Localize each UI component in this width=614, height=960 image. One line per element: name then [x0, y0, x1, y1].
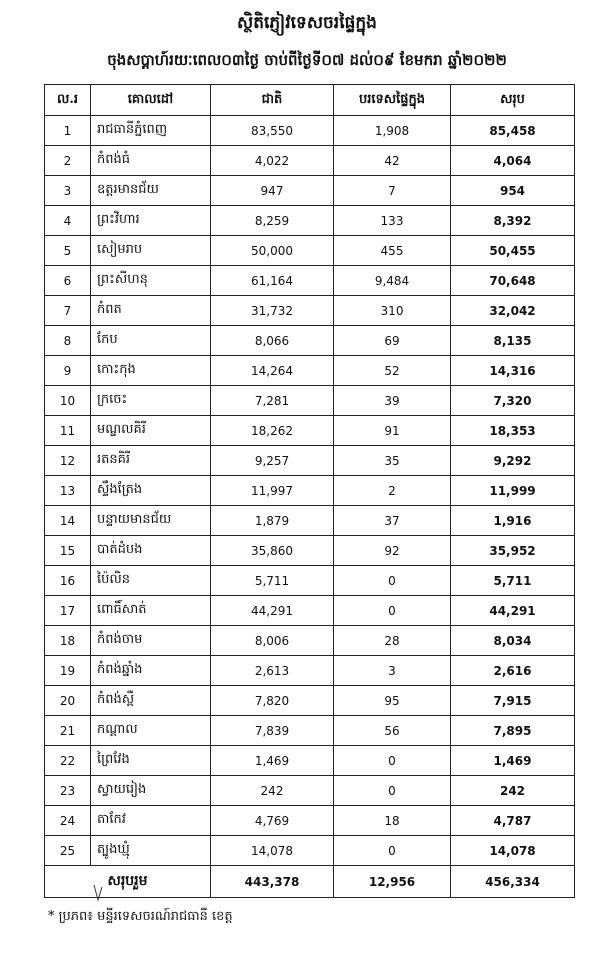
row-national: 8,066 — [211, 326, 334, 356]
row-number: 25 — [45, 836, 91, 866]
table-row — [45, 476, 575, 506]
table-row — [45, 296, 575, 326]
row-national: 31,732 — [211, 296, 334, 326]
row-number: 8 — [45, 326, 91, 356]
row-national: 83,550 — [211, 116, 334, 146]
document-subtitle: ចុងសប្តាហ៍រយៈពេល០៣ថ្ងៃ ចាប់ពីថ្ងៃទី០៧ ដល់០៩ ខែមករា ឆ្នាំ២០២២ — [107, 51, 507, 69]
table-row — [45, 176, 575, 206]
row-national: 14,264 — [211, 356, 334, 386]
row-national: 44,291 — [211, 596, 334, 626]
row-number: 18 — [45, 626, 91, 656]
row-national: 11,997 — [211, 476, 334, 506]
row-total: 18,353 — [451, 416, 575, 446]
row-national: 7,281 — [211, 386, 334, 416]
row-internal: 1,908 — [334, 116, 451, 146]
row-destination: ព្រះសីហនុ — [91, 266, 211, 296]
table-row — [45, 206, 575, 236]
row-internal: 56 — [334, 716, 451, 746]
row-number: 24 — [45, 806, 91, 836]
row-destination: កែប — [91, 326, 211, 356]
row-total: 7,915 — [451, 686, 575, 716]
row-national: 5,711 — [211, 566, 334, 596]
header-no: ល.រ — [45, 85, 91, 116]
pen-mark-decoration — [92, 884, 104, 902]
table-row — [45, 356, 575, 386]
row-total: 242 — [451, 776, 575, 806]
row-national: 7,820 — [211, 686, 334, 716]
row-total: 35,952 — [451, 536, 575, 566]
row-national: 4,769 — [211, 806, 334, 836]
row-national: 1,879 — [211, 506, 334, 536]
row-destination: ត្បូងឃ្មុំ — [91, 836, 211, 866]
header-destination: គោលដៅ — [91, 85, 211, 116]
row-national: 50,000 — [211, 236, 334, 266]
row-destination: កំពង់ឆ្នាំង — [91, 656, 211, 686]
row-number: 12 — [45, 446, 91, 476]
row-destination: ស្ទឹងត្រែង — [91, 476, 211, 506]
row-internal: 0 — [334, 776, 451, 806]
row-total: 5,711 — [451, 566, 575, 596]
row-total: 8,392 — [451, 206, 575, 236]
row-national: 18,262 — [211, 416, 334, 446]
row-total: 50,455 — [451, 236, 575, 266]
header-total: សរុប — [451, 85, 575, 116]
table-row — [45, 776, 575, 806]
summary-row — [45, 866, 575, 898]
row-destination: បាត់ដំបង — [91, 536, 211, 566]
row-number: 4 — [45, 206, 91, 236]
row-number: 3 — [45, 176, 91, 206]
row-total: 44,291 — [451, 596, 575, 626]
row-number: 6 — [45, 266, 91, 296]
table-row — [45, 506, 575, 536]
summary-national: 443,378 — [211, 866, 334, 898]
row-total: 8,034 — [451, 626, 575, 656]
row-national: 8,259 — [211, 206, 334, 236]
row-destination: កំពង់ចាម — [91, 626, 211, 656]
row-internal: 42 — [334, 146, 451, 176]
row-total: 1,916 — [451, 506, 575, 536]
row-destination: កំពង់ស្ពឺ — [91, 686, 211, 716]
row-internal: 7 — [334, 176, 451, 206]
row-internal: 0 — [334, 746, 451, 776]
row-destination: មណ្ឌលគិរី — [91, 416, 211, 446]
table-row — [45, 236, 575, 266]
table-row — [45, 386, 575, 416]
row-number: 16 — [45, 566, 91, 596]
row-number: 14 — [45, 506, 91, 536]
row-internal: 52 — [334, 356, 451, 386]
row-destination: បន្ទាយមានជ័យ — [91, 506, 211, 536]
header-national: ជាតិ — [211, 85, 334, 116]
row-destination: ព្រៃវែង — [91, 746, 211, 776]
row-national: 9,257 — [211, 446, 334, 476]
row-national: 7,839 — [211, 716, 334, 746]
row-internal: 310 — [334, 296, 451, 326]
row-national: 61,164 — [211, 266, 334, 296]
row-total: 85,458 — [451, 116, 575, 146]
row-destination: កំពត — [91, 296, 211, 326]
table-row — [45, 566, 575, 596]
row-number: 7 — [45, 296, 91, 326]
row-number: 17 — [45, 596, 91, 626]
row-total: 8,135 — [451, 326, 575, 356]
row-internal: 3 — [334, 656, 451, 686]
row-internal: 0 — [334, 836, 451, 866]
row-total: 70,648 — [451, 266, 575, 296]
row-total: 4,787 — [451, 806, 575, 836]
row-total: 32,042 — [451, 296, 575, 326]
row-number: 11 — [45, 416, 91, 446]
row-internal: 28 — [334, 626, 451, 656]
row-destination: កណ្តាល — [91, 716, 211, 746]
table-body — [45, 116, 575, 866]
table-header-row — [45, 85, 575, 116]
summary-internal: 12,956 — [334, 866, 451, 898]
row-destination: ប៉ៃលិន — [91, 566, 211, 596]
table-row — [45, 656, 575, 686]
row-national: 1,469 — [211, 746, 334, 776]
row-destination: សៀមរាប — [91, 236, 211, 266]
row-internal: 133 — [334, 206, 451, 236]
row-number: 19 — [45, 656, 91, 686]
table-row — [45, 686, 575, 716]
tourist-statistics-table — [44, 84, 575, 898]
row-destination: ពោធិ៍សាត់ — [91, 596, 211, 626]
table-row — [45, 446, 575, 476]
row-internal: 455 — [334, 236, 451, 266]
row-national: 242 — [211, 776, 334, 806]
row-national: 35,860 — [211, 536, 334, 566]
row-destination: កំពង់ធំ — [91, 146, 211, 176]
row-number: 9 — [45, 356, 91, 386]
row-number: 23 — [45, 776, 91, 806]
row-total: 4,064 — [451, 146, 575, 176]
summary-total: 456,334 — [451, 866, 575, 898]
row-number: 5 — [45, 236, 91, 266]
row-destination: តាកែវ — [91, 806, 211, 836]
row-internal: 95 — [334, 686, 451, 716]
row-destination: រាជធានីភ្នំពេញ — [91, 116, 211, 146]
row-total: 9,292 — [451, 446, 575, 476]
row-number: 10 — [45, 386, 91, 416]
row-destination: រតនគិរី — [91, 446, 211, 476]
table-row — [45, 416, 575, 446]
row-national: 4,022 — [211, 146, 334, 176]
table-row — [45, 326, 575, 356]
row-national: 14,078 — [211, 836, 334, 866]
row-internal: 39 — [334, 386, 451, 416]
table-row — [45, 266, 575, 296]
row-destination: ក្រចេះ — [91, 386, 211, 416]
row-internal: 0 — [334, 566, 451, 596]
row-destination: ឧត្តរមានជ័យ — [91, 176, 211, 206]
row-destination: ព្រះវិហារ — [91, 206, 211, 236]
row-total: 7,320 — [451, 386, 575, 416]
row-number: 15 — [45, 536, 91, 566]
row-total: 14,316 — [451, 356, 575, 386]
table-row — [45, 746, 575, 776]
table-row — [45, 836, 575, 866]
row-internal: 18 — [334, 806, 451, 836]
row-internal: 37 — [334, 506, 451, 536]
row-number: 22 — [45, 746, 91, 776]
row-internal: 2 — [334, 476, 451, 506]
row-number: 2 — [45, 146, 91, 176]
row-destination: កោះកុង — [91, 356, 211, 386]
row-total: 14,078 — [451, 836, 575, 866]
row-number: 20 — [45, 686, 91, 716]
row-internal: 35 — [334, 446, 451, 476]
table-row — [45, 146, 575, 176]
row-number: 1 — [45, 116, 91, 146]
summary-label: សរុបរួម — [45, 866, 211, 898]
document-title: ស្ថិតិភ្ញៀវទេសចរផ្ទៃក្នុង — [237, 13, 377, 33]
row-total: 11,999 — [451, 476, 575, 506]
table-row — [45, 716, 575, 746]
header-internal: បរទេសផ្ទៃក្នុង — [334, 85, 451, 116]
row-internal: 92 — [334, 536, 451, 566]
row-national: 947 — [211, 176, 334, 206]
row-total: 1,469 — [451, 746, 575, 776]
table-row — [45, 596, 575, 626]
table-row — [45, 626, 575, 656]
source-note: * ប្រភព៖ មន្ទីរទេសចរណ៍រាជធានី ខេត្ត — [48, 909, 233, 924]
row-national: 2,613 — [211, 656, 334, 686]
row-total: 2,616 — [451, 656, 575, 686]
table-row — [45, 536, 575, 566]
row-total: 954 — [451, 176, 575, 206]
row-internal: 91 — [334, 416, 451, 446]
row-number: 21 — [45, 716, 91, 746]
row-number: 13 — [45, 476, 91, 506]
row-internal: 9,484 — [334, 266, 451, 296]
row-destination: ស្វាយរៀង — [91, 776, 211, 806]
table-row — [45, 806, 575, 836]
row-total: 7,895 — [451, 716, 575, 746]
row-national: 8,006 — [211, 626, 334, 656]
row-internal: 0 — [334, 596, 451, 626]
row-internal: 69 — [334, 326, 451, 356]
table-row — [45, 116, 575, 146]
